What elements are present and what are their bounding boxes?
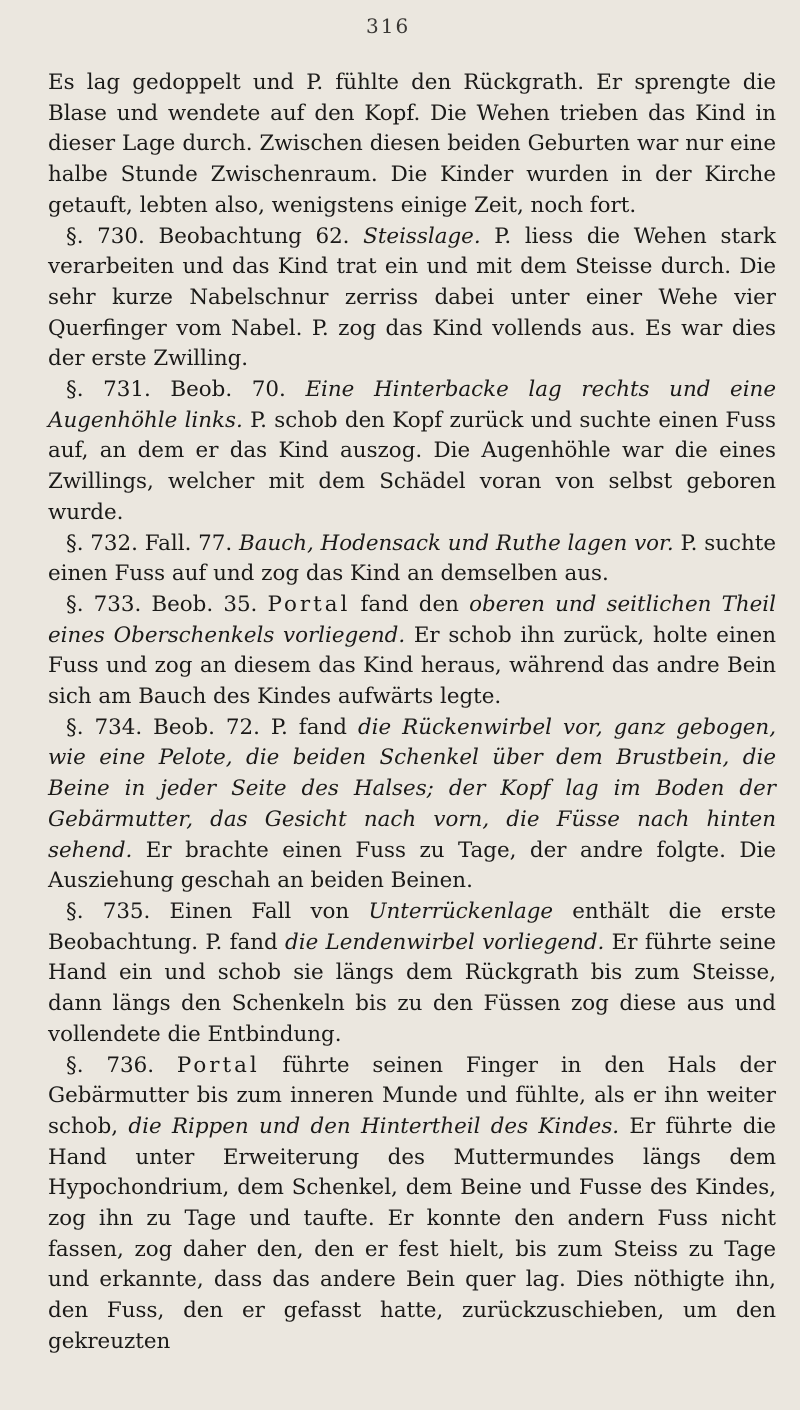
- paragraph-continuation: [48, 68, 776, 222]
- section-735: [48, 897, 776, 1051]
- text-run: Er führte die Hand unter Erweiterung des Muttermundes längs dem Hypochondrium, dem Schenkel, dem Beine und Fusse des Kindes, zog ihn zu Tage und taufte. Er konnte den andern Fuss nicht fassen, zog daher den, den er fest hielt, bis zum Steiss zu Tage und erkannte, dass das andere Bein quer lag. Dies nöthigte ihn, den Fuss, den er gefasst hatte, zurückzuschieben, um den gekreuzten: [48, 1113, 777, 1354]
- text-run: führte seinen Finger in den Hals der Gebärmutter bis zum inneren Munde und fühlte, als er ihn weiter schob,: [48, 1052, 776, 1139]
- italic-phrase: Unterrückenlage: [368, 898, 554, 924]
- spaced-name: Portal: [176, 1052, 260, 1078]
- spaced-name: Portal: [267, 591, 351, 617]
- italic-phrase: Eine Hinterbacke lag rechts und eine Augenhöhle links.: [48, 377, 776, 433]
- text-run: Er führte seine Hand ein und schob sie längs dem Rückgrath bis zum Steisse, dann längs den Schenkeln bis zu den Füssen zog diese aus und vollendete die Entbindung.: [48, 929, 777, 1047]
- text-run: §. 736.: [66, 1052, 177, 1078]
- text-run: Er schob ihn zurück, holte einen Fuss und zog an diesem das Kind heraus, während das andre Bein sich am Bauch des Kindes aufwärts legte.: [48, 622, 776, 710]
- text-run: P. suchte einen Fuss auf und zog das Kind an demselben aus.: [48, 530, 776, 587]
- italic-phrase: Steisslage.: [363, 223, 481, 249]
- text-run: Er brachte einen Fuss zu Tage, der andre folgte. Die Ausziehung geschah an beiden Beinen.: [48, 837, 776, 894]
- section-733: [48, 590, 776, 713]
- section-734: [48, 713, 776, 897]
- italic-phrase: oberen und seitlichen Theil eines Oberschenkels vorliegend.: [48, 591, 776, 648]
- text-run: §. 733. Beob. 35.: [66, 591, 268, 617]
- text-run: Es lag gedoppelt und P. fühlte den Rückgrath. Er sprengte die Blase und wendete auf den Kopf. Die Wehen trieben das Kind in dieser Lage durch. Zwischen diesen beiden Geburten war nur eine halbe Stunde Zwischenraum. Die Kinder wurden in der Kirche getauft, lebten also, wenigstens einige Zeit, noch fort.: [48, 70, 776, 218]
- text-run: P. schob den Kopf zurück und suchte einen Fuss auf, an dem er das Kind auszog. Die Augenhöhle war die eines Zwillings, welcher mit dem Schädel voran von selbst geboren wurde.: [48, 407, 777, 525]
- section-732: [48, 529, 776, 590]
- section-731: [48, 375, 776, 529]
- text-run: §. 735. Einen Fall von: [66, 898, 369, 924]
- text-run: P. liess die Wehen stark verarbeiten und das Kind trat ein und mit dem Steisse durch. Die sehr kurze Nabelschnur zerriss dabei unter einer Wehe vier Querfinger vom Nabel. P. zog das Kind vollends aus. Es war dies der erste Zwilling.: [48, 223, 777, 372]
- page-number: 316: [366, 14, 411, 38]
- section-730: [48, 222, 776, 376]
- text-run: §. 731. Beob. 70.: [66, 377, 306, 403]
- text-run: enthält die erste Beobachtung. P. fand: [48, 898, 776, 955]
- text-run: §. 734. Beob. 72. P. fand: [66, 714, 358, 740]
- italic-phrase: die Rückenwirbel vor, ganz gebogen, wie eine Pelote, die beiden Schenkel über dem Brustbein, die Beine in jeder Seite des Halses; der Kopf lag im Boden der Gebärmutter, das Gesicht nach vorn, die Füsse nach hinten sehend.: [48, 714, 776, 863]
- italic-phrase: die Lendenwirbel vorliegend.: [285, 929, 605, 955]
- text-run: §. 732. Fall. 77.: [66, 530, 240, 556]
- text-run: §. 730. Beobachtung 62.: [66, 223, 364, 249]
- text-run: fand den: [350, 591, 470, 617]
- italic-phrase: Bauch, Hodensack und Ruthe lagen vor.: [239, 530, 674, 556]
- section-736: [48, 1051, 776, 1358]
- italic-phrase: die Rippen und den Hintertheil des Kindes.: [128, 1113, 620, 1139]
- body-text: [48, 68, 776, 1358]
